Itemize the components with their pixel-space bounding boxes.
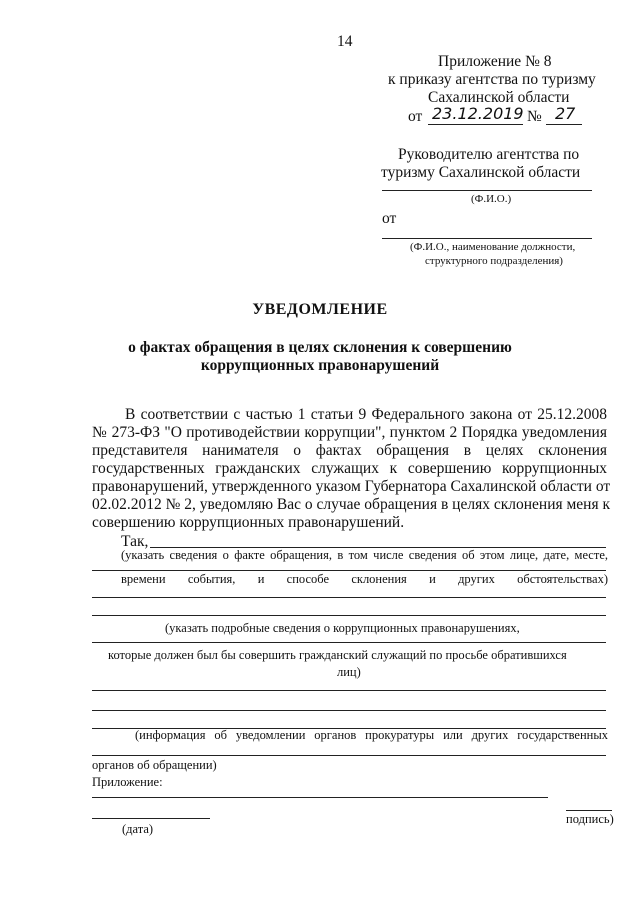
- appendix-date-prefix: от: [408, 108, 423, 125]
- heading-subtitle2: коррупционных правонарушений: [200, 357, 440, 374]
- addressee-line1: Руководителю агентства по: [398, 146, 580, 163]
- fill-line: [92, 597, 606, 598]
- appendix-number-handwritten: 27: [555, 104, 576, 123]
- date-caption: (дата): [122, 822, 154, 836]
- body-line: 02.02.2012 № 2, уведомляю Вас о случае обращения в целях склонения меня к: [92, 496, 611, 513]
- fill-line: [92, 642, 606, 643]
- appendix-number-sign: №: [527, 108, 542, 125]
- tak-label: Так,: [121, 533, 149, 550]
- addressee-from-label: от: [382, 210, 397, 227]
- addressee-from-line: [382, 238, 592, 239]
- body-line: государственных гражданских служащих к совершению коррупционных: [92, 460, 607, 477]
- hint-offense-line2: которые должен был бы совершить гражданский служащий по просьбе обратившихся: [108, 648, 567, 662]
- body-line: представителя нанимателя о фактах обращения в целях склонения: [92, 442, 607, 459]
- hint-offense-line1: (указать подробные сведения о коррупционных правонарушениях,: [165, 621, 520, 635]
- body-line: совершению коррупционных правонарушений.: [92, 514, 405, 531]
- attachment-label: Приложение:: [92, 775, 163, 789]
- hint-prosecutor-line1: (информация об уведомлении органов прокуратуры или других государственных: [135, 728, 608, 742]
- body-line: В соответствии с частью 1 статьи 9 Федерального закона от 25.12.2008: [125, 406, 607, 423]
- fill-line: [92, 690, 606, 691]
- fill-line: [92, 570, 606, 571]
- hint-fact-line1: (указать сведения о факте обращения, в том числе сведения об этом лице, дате, месте,: [121, 548, 608, 562]
- page-number: 14: [337, 33, 353, 50]
- appendix-date-handwritten: 23.12.2019: [432, 104, 524, 123]
- heading-subtitle1: о фактах обращения в целях склонения к совершению: [128, 339, 512, 356]
- addressee-from-caption1: (Ф.И.О., наименование должности,: [410, 241, 576, 253]
- fill-line: [92, 710, 606, 711]
- addressee-fio-caption: (Ф.И.О.): [471, 193, 512, 205]
- appendix-order-line: к приказу агентства по туризму: [388, 71, 596, 88]
- body-line: правонарушений, утвержденного указом Губернатора Сахалинской области от: [92, 478, 611, 495]
- addressee-line2: туризму Сахалинской области: [381, 164, 581, 181]
- signature-line: [566, 810, 612, 811]
- appendix-region-line: Сахалинской области: [428, 89, 570, 106]
- signature-caption: подпись): [566, 812, 614, 826]
- heading-title: УВЕДОМЛЕНИЕ: [252, 301, 388, 318]
- fill-line: [92, 797, 548, 798]
- addressee-fio-line: [382, 190, 592, 191]
- fill-line: [92, 755, 606, 756]
- hint-offense-line3: лиц): [337, 665, 361, 679]
- fill-line: [92, 615, 606, 616]
- hint-prosecutor-line2: органов об обращении): [92, 758, 217, 772]
- addressee-from-caption2: структурного подразделения): [425, 255, 563, 267]
- hint-fact-line2: времени события, и способе склонения и других обстоятельствах): [121, 572, 608, 586]
- appendix-number-underline: [546, 124, 582, 125]
- date-line: [92, 818, 210, 819]
- body-line: № 273-ФЗ "О противодействии коррупции", пунктом 2 Порядка уведомления: [92, 424, 607, 441]
- appendix-title: Приложение № 8: [438, 53, 552, 70]
- appendix-date-underline: [428, 124, 523, 125]
